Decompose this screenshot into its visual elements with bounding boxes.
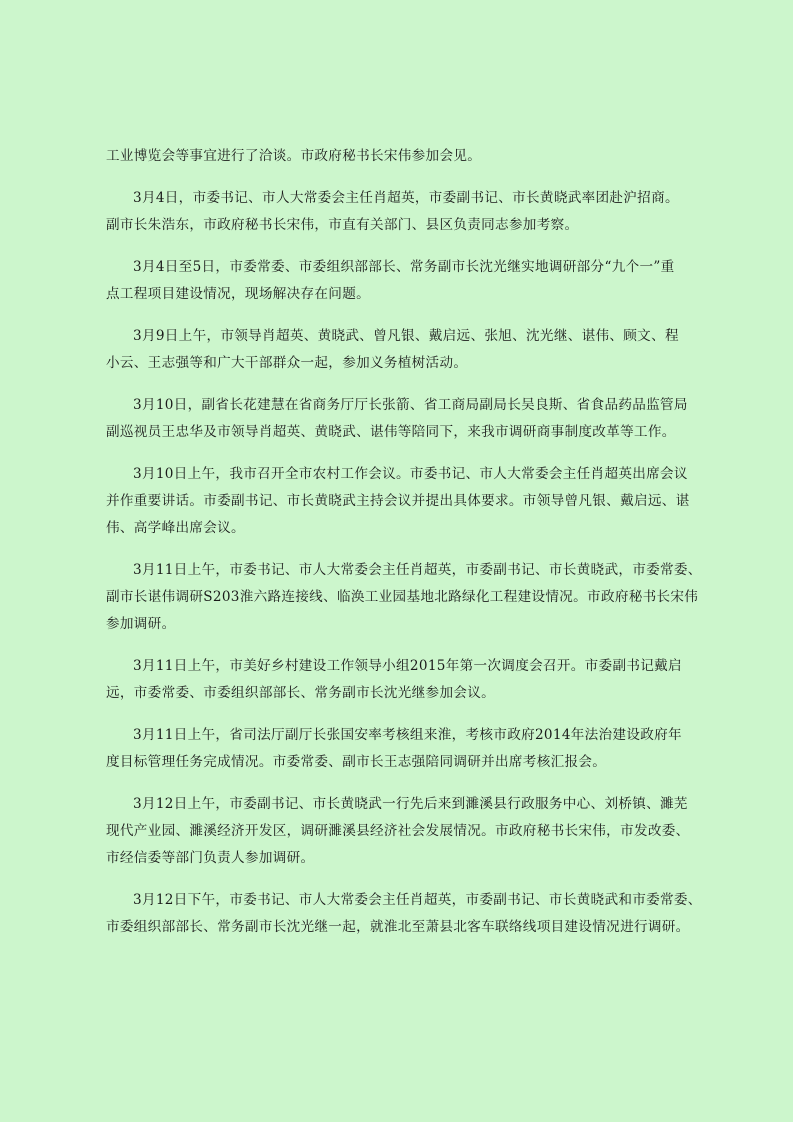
paragraph-line: 参加调研。 (106, 616, 176, 632)
paragraph-line: 伟、高学峰出席会议。 (106, 520, 245, 536)
paragraph-line: 副市长谌伟调研S203淮六路连接线、临涣工业园基地北路绿化工程建设情况。市政府秘书长宋伟 (106, 589, 699, 605)
paragraph-line: 市经信委等部门负责人参加调研。 (106, 850, 315, 866)
paragraph-line: 副巡视员王忠华及市领导肖超英、黄晓武、谌伟等陪同下，来我市调研商事制度改革等工作。 (106, 424, 676, 440)
paragraph-line: 并作重要讲话。市委副书记、市长黄晓武主持会议并提出具体要求。市领导曾凡银、戴启远、谌 (106, 493, 690, 509)
paragraph-3 (106, 254, 696, 308)
paragraph-7 (106, 557, 702, 638)
paragraph-line: 3月12日上午，市委副书记、市长黄晓武一行先后来到濉溪县行政服务中心、刘桥镇、濉芜 (133, 796, 688, 812)
paragraph-6 (106, 461, 696, 542)
paragraph-11 (106, 887, 702, 941)
paragraph-10 (106, 791, 696, 872)
paragraph-9 (106, 722, 696, 776)
paragraph-5 (106, 392, 696, 446)
paragraph-line: 3月12日下午，市委书记、市人大常委会主任肖超英，市委副书记、市长黄晓武和市委常委、 (133, 892, 702, 908)
paragraph-1 (106, 143, 696, 170)
paragraph-2 (106, 185, 696, 239)
paragraph-line: 3月4日至5日，市委常委、市委组织部部长、常务副市长沈光继实地调研部分“九个一”重 (133, 259, 675, 275)
paragraph-line: 3月11日上午，省司法厅副厅长张国安率考核组来淮，考核市政府2014年法治建设政府年 (133, 727, 682, 743)
paragraph-line: 点工程项目建设情况，现场解决存在问题。 (106, 286, 370, 302)
paragraph-line: 现代产业园、濉溪经济开发区，调研濉溪县经济社会发展情况。市政府秘书长宋伟，市发改委、 (106, 823, 690, 839)
paragraph-line: 3月9日上午，市领导肖超英、黄晓武、曾凡银、戴启远、张旭、沈光继、谌伟、顾文、程 (133, 328, 679, 344)
paragraph-line: 副市长朱浩东，市政府秘书长宋伟，市直有关部门、县区负责同志参加考察。 (106, 217, 579, 233)
paragraph-line: 3月10日上午，我市召开全市农村工作会议。市委书记、市人大常委会主任肖超英出席会议 (133, 466, 688, 482)
paragraph-line: 3月11日上午，市委书记、市人大常委会主任肖超英，市委副书记、市长黄晓武，市委常委、 (133, 562, 702, 578)
paragraph-line: 3月11日上午，市美好乡村建设工作领导小组2015年第一次调度会召开。市委副书记戴启 (133, 658, 682, 674)
paragraph-line: 3月4日，市委书记、市人大常委会主任肖超英，市委副书记、市长黄晓武率团赴沪招商。 (133, 190, 679, 206)
paragraph-line: 远，市委常委、市委组织部部长、常务副市长沈光继参加会议。 (106, 685, 496, 701)
paragraph-4 (106, 323, 696, 377)
paragraph-line: 工业博览会等事宜进行了洽谈。市政府秘书长宋伟参加会见。 (106, 148, 482, 164)
paragraph-line: 小云、王志强等和广大干部群众一起，参加义务植树活动。 (106, 355, 468, 371)
paragraph-line: 市委组织部部长、常务副市长沈光继一起，就淮北至萧县北客车联络线项目建设情况进行调研。 (106, 919, 690, 935)
paragraph-line: 3月10日，副省长花建慧在省商务厅厅长张箭、省工商局副局长吴良斯、省食品药品监管局 (133, 397, 688, 413)
paragraph-8 (106, 653, 696, 707)
document-body (106, 143, 702, 956)
paragraph-line: 度目标管理任务完成情况。市委常委、副市长王志强陪同调研并出席考核汇报会。 (106, 754, 607, 770)
